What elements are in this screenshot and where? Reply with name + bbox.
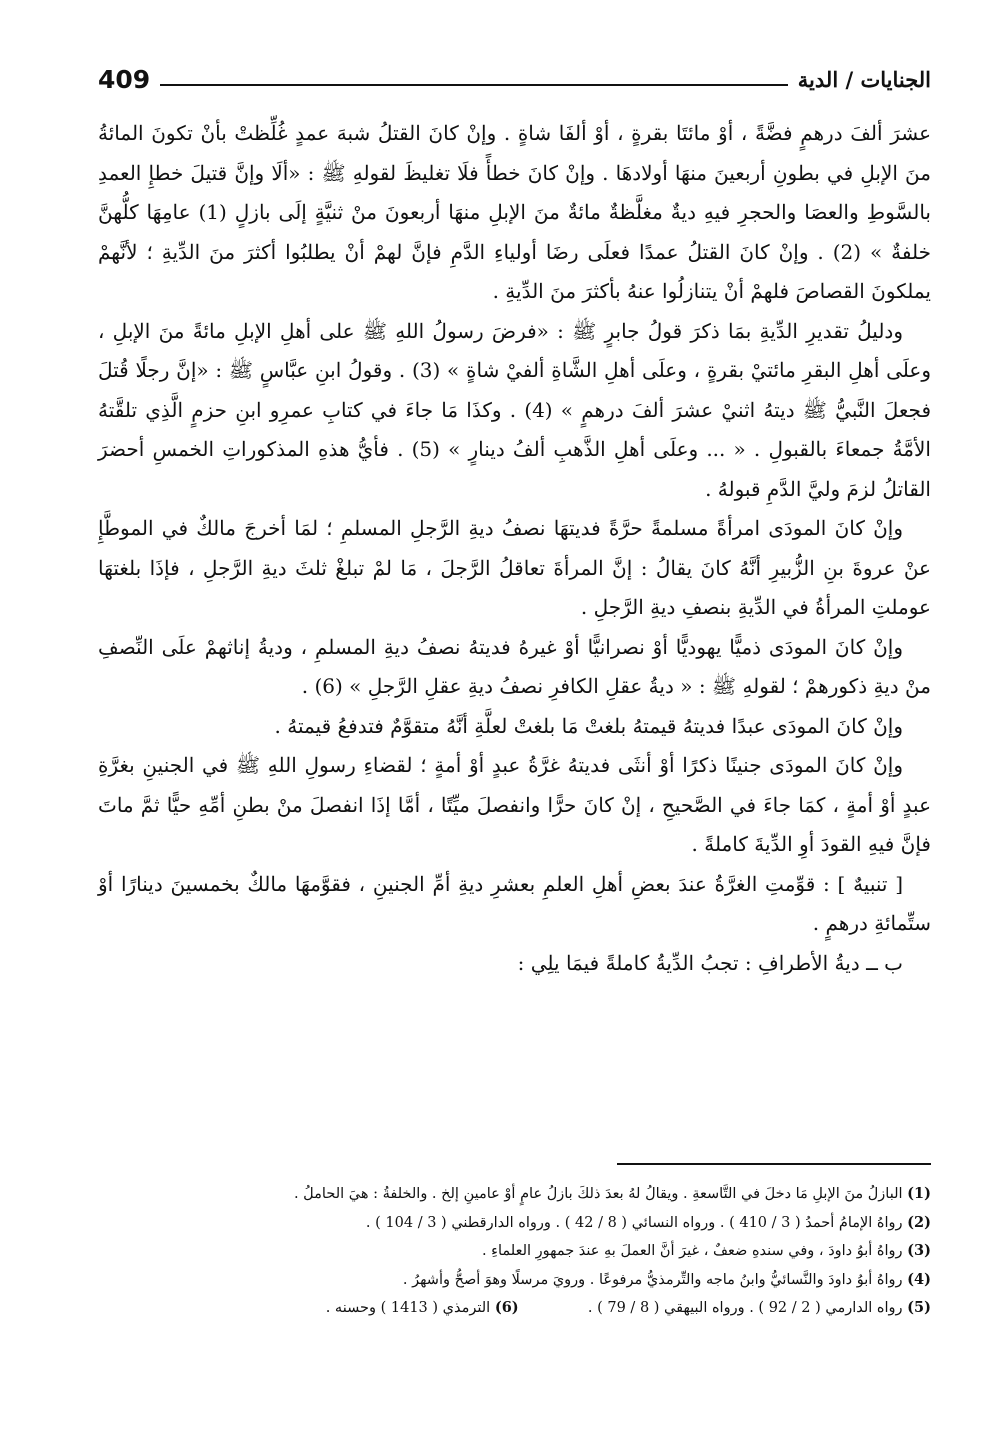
footnote-number: (3)	[907, 1242, 931, 1259]
footnote	[98, 1237, 931, 1266]
footnote-number: (5)	[907, 1299, 931, 1316]
footnote-rule	[617, 1163, 931, 1165]
page-header	[98, 58, 931, 98]
footnote	[98, 1180, 931, 1209]
footnote-number: (4)	[907, 1270, 931, 1288]
footnote-text: رواهُ أبوُ داودَ والنَّسائيُّ وابنُ ماجه والتِّرمذيُّ مرفوعًا . ورويَ مرسلًا وهوَ أصحُّ وأشهرُ .	[402, 1271, 903, 1288]
footnote	[98, 1209, 931, 1238]
footnote	[98, 1294, 931, 1323]
footnote-text: رواهُ الإمامُ أحمدُ ( 3 / 410 ) . ورواه النسائي ( 8 / 42 ) . ورواه الدارقطني ( 3 / 104 ) .	[365, 1214, 903, 1231]
paragraph: وإنْ كانَ المودَى جنينًا ذكرًا أوْ أنثَى فديتهُ غرَّةُ عبدٍ أوْ أمةٍ ؛ لقضاءِ رسولِ اللهِ ﷺ في الجنينِ بغرَّةِ عبدٍ أوْ أمةٍ ، كمَا جاءَ في الصَّحيحِ ، إنْ كانَ حرًّا وانفصلَ ميِّتًا ، أمَّا إذَا انفصلَ منْ بطنِ أمِّهِ حيًّا ثمَّ ماتَ فإنَّ فيهِ القودَ أوِ الدِّيةَ كاملةً .	[98, 753, 931, 856]
footnote-text: رواه الدارمي ( 2 / 92 ) . ورواه البيهقي ( 8 / 79 ) .	[587, 1300, 903, 1316]
section-heading-paragraph: ب ــ ديةُ الأطرافِ : تجبُ الدِّيةُ كاملةً فيمَا يلِي :	[517, 950, 903, 975]
footnote-number: (2)	[907, 1213, 931, 1231]
paragraph: وإنْ كانَ المودَى امرأةً مسلمةً حرَّةً فديتهَا نصفُ ديةِ الرَّجلِ المسلمِ ؛ لمَا أخرجَ مالكٌ في الموطَّإِ عنْ عروةَ بنِ الزُّبيرِ أنَّهُ كانَ يقالُ : إنَّ المرأةَ تعاقلُ الرَّجلَ ، مَا لمْ تبلغْ ثلثَ ديةِ الرَّجلِ ، فإذَا بلغتهَا عوملتِ المرأةُ في الدِّيةِ بنصفِ ديةِ الرَّجلِ .	[98, 516, 931, 619]
note-paragraph: [ تنبيهٌ ] : قوِّمتِ الغرَّةُ عندَ بعضِ أهلِ العلمِ بعشرِ ديةِ أمِّ الجنينِ ، فقوَّمهَا مالكٌ بخمسينَ دينارًا أوْ ستِّمائةِ درهمٍ .	[98, 871, 931, 935]
main-text	[98, 114, 931, 983]
paragraph: وإنْ كانَ المودَى ذميًّا يهوديًّا أوْ نصرانيًّا أوْ غيرهُ فديتهُ نصفُ ديةِ المسلمِ ، وديةُ إناثهمْ علَى النِّصفِ منْ ديةِ ذكورهمْ ؛ لقولهِ ﷺ : « ديةُ عقلِ الكافرِ نصفُ ديةِ عقلِ الرَّجلِ » (6) .	[98, 634, 931, 698]
footnote	[98, 1266, 931, 1295]
running-head: الجنايات / الدية	[797, 67, 931, 92]
footnotes	[98, 1180, 931, 1323]
paragraph: وإنْ كانَ المودَى عبدًا فديتهُ قيمتهُ بلغتْ مَا بلغتْ لعلَّةِ أنَّهُ متقوَّمٌ فتدفعُ قيمتهُ .	[274, 713, 903, 738]
paragraph: عشرَ ألفَ درهمٍ فضَّةً ، أوْ مائتَا بقرةٍ ، أوْ ألفَا شاةٍ . وإنْ كانَ القتلُ شبهَ عمدٍ غُلِّظتْ بأنْ تكونَ المائةُ منَ الإبلِ في بطونِ أربعينَ منهَا أولادهَا . وإنْ كانَ خطأً فلَا تغليظَ لقولهِ ﷺ : «ألَا وإنَّ قتيلَ خطإِ العمدِ بالسَّوطِ والعصَا والحجرِ فيهِ ديةٌ مغلَّظةٌ مائةٌ منَ الإبلِ منهَا أربعونَ منْ ثنيَّةٍ إلَى بازلٍ (1) عامِهَا كلُّهنَّ خلفةٌ » (2) . وإنْ كانَ القتلُ عمدًا فعلَى رضَا أولياءِ الدَّمِ فإنَّ لهمْ أنْ يطلبُوا أكثرَ منَ الدِّيةِ ؛ لأنَّهمْ يملكونَ القصاصَ فلهمْ أنْ يتنازلُوا عنهُ بأكثرَ منَ الدِّيةِ .	[98, 121, 932, 303]
page-number: 409	[98, 65, 151, 94]
header-rule	[160, 84, 788, 86]
footnote-number: (1)	[907, 1185, 931, 1202]
footnote-text: البازلُ منَ الإبلِ مَا دخلَ في التَّاسعةِ . ويقالُ لهُ بعدَ ذلكَ بازلُ عامٍ أوْ عامينِ إلخ . والخلفةُ : هيَ الحاملُ .	[293, 1186, 903, 1202]
paragraph: ودليلُ تقديرِ الدِّيةِ بمَا ذكرَ قولُ جابرٍ ﷺ : «فرضَ رسولُ اللهِ ﷺ على أهلِ الإبلِ مائةً منَ الإبلِ ، وعلَى أهلِ البقرِ مائتيْ بقرةٍ ، وعلَى أهلِ الشَّاةِ ألفيْ شاةٍ » (3) . وقولُ ابنِ عبَّاسٍ ﷺ : «إنَّ رجلًا قُتلَ فجعلَ النَّبيُّ ﷺ ديتهُ اثنيْ عشرَ ألفَ درهمٍ » (4) . وكذَا مَا جاءَ في كتابِ عمرِو ابنِ حزمٍ الَّذِي تلقَّتهُ الأمَّةُ جمعاءَ بالقبولِ . « ... وعلَى أهلِ الذَّهبِ ألفُ دينارٍ » (5) . فأيُّ هذهِ المذكوراتِ الخمسِ أحضرَ القاتلُ لزمَ وليَّ الدَّمِ قبولهُ .	[98, 318, 932, 501]
footnote-number: (6)	[494, 1299, 519, 1316]
footnote-text: الترمذي ( 1413 ) وحسنه .	[325, 1300, 491, 1316]
footnote-text: رواهُ أبوُ داودَ ، وفي سندهِ ضعفٌ ، غيرَ أنَّ العملَ بهِ عندَ جمهورِ العلماءِ .	[481, 1243, 903, 1259]
